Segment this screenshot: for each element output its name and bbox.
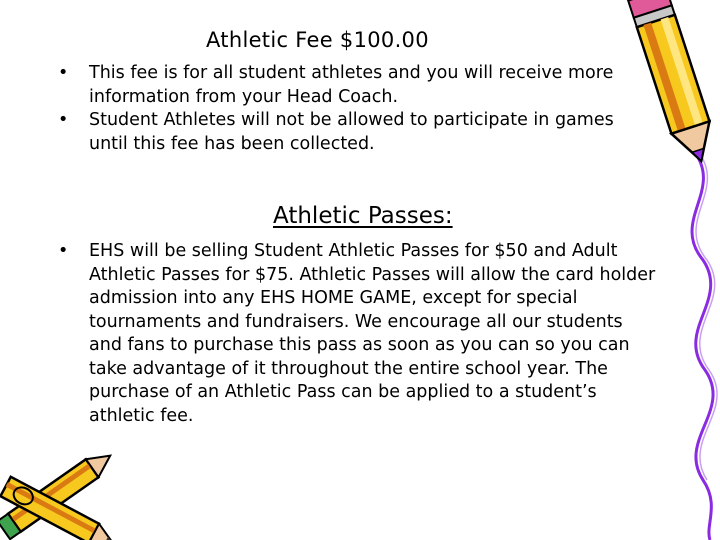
passes-bullet-list	[58, 240, 658, 428]
fee-bullet-text: Student Athletes will not be allowed to participate in games until this fee has been collected.	[89, 110, 614, 154]
fee-bullet-2	[58, 109, 658, 156]
pencil-icon	[575, 0, 720, 540]
fee-bullet-list	[58, 62, 658, 156]
bullet-dot: •	[58, 241, 69, 261]
athletic-passes-title: Athletic Passes:	[273, 203, 453, 229]
fee-bullet-1	[58, 62, 658, 109]
bullet-dot: •	[58, 63, 69, 83]
athletic-fee-title: Athletic Fee $100.00	[206, 28, 429, 52]
bullet-dot: •	[58, 110, 69, 130]
passes-bullet-1	[58, 240, 658, 428]
fee-bullet-text: This fee is for all student athletes and you will receive more information from your Head Coach.	[89, 63, 614, 107]
pencil-clipart-icon	[0, 432, 120, 540]
passes-bullet-text: EHS will be selling Student Athletic Passes for $50 and Adult Athletic Passes for $75. Athletic Passes will allow the card holder admission into any EHS HOME GAME, except for special tournaments and fundraisers. We encourage all our students and fans to purchase this pass as soon as you can so you can take advantage of it throughout the entire school year. The purchase of an Athletic Pass can be applied to a student’s athletic fee.	[89, 241, 656, 426]
